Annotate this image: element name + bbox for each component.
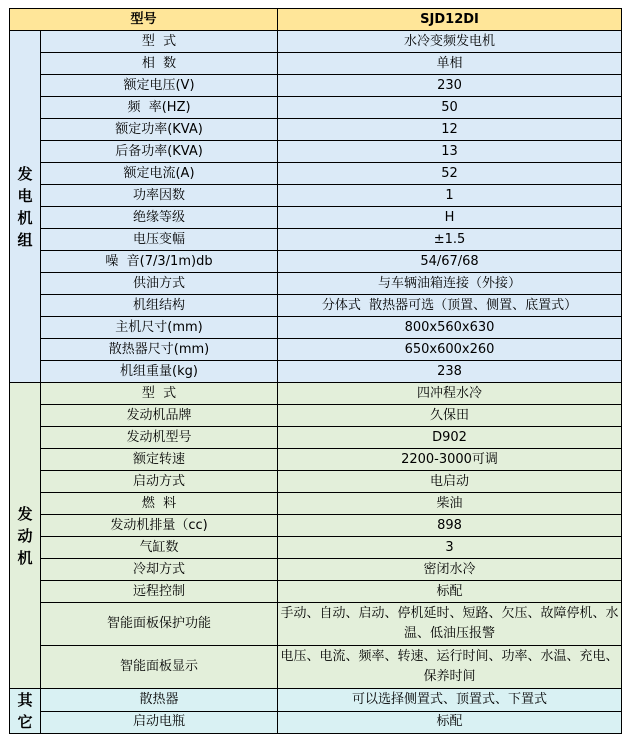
spec-value: 800x560x630 bbox=[278, 317, 622, 339]
spec-name: 机组重量(kg) bbox=[41, 361, 278, 383]
spec-value: ±1.5 bbox=[278, 229, 622, 251]
table-row bbox=[10, 141, 622, 163]
table-row bbox=[10, 185, 622, 207]
table-row bbox=[10, 339, 622, 361]
section-label: 发电机组 bbox=[10, 31, 41, 383]
table-row bbox=[10, 229, 622, 251]
table-row bbox=[10, 53, 622, 75]
spec-value: 分体式 散热器可选（顶置、侧置、底置式） bbox=[278, 295, 622, 317]
spec-value: 13 bbox=[278, 141, 622, 163]
spec-value: 手动、自动、启动、停机延时、短路、欠压、故障停机、水温、低油压报警 bbox=[278, 603, 622, 646]
table-row bbox=[10, 515, 622, 537]
spec-value: H bbox=[278, 207, 622, 229]
spec-name: 额定电压(V) bbox=[41, 75, 278, 97]
spec-name: 发动机排量（cc) bbox=[41, 515, 278, 537]
spec-table bbox=[9, 8, 622, 734]
table-row bbox=[10, 646, 622, 689]
table-row bbox=[10, 251, 622, 273]
spec-name: 散热器尺寸(mm) bbox=[41, 339, 278, 361]
section-label: 其它 bbox=[10, 689, 41, 734]
table-row bbox=[10, 207, 622, 229]
table-row bbox=[10, 689, 622, 712]
spec-value: 50 bbox=[278, 97, 622, 119]
table-row bbox=[10, 361, 622, 383]
spec-name: 功率因数 bbox=[41, 185, 278, 207]
spec-value: 3 bbox=[278, 537, 622, 559]
table-row bbox=[10, 537, 622, 559]
header-model-label: 型号 bbox=[10, 9, 278, 31]
spec-value: 650x600x260 bbox=[278, 339, 622, 361]
spec-value: 230 bbox=[278, 75, 622, 97]
spec-value: 52 bbox=[278, 163, 622, 185]
spec-name: 额定功率(KVA) bbox=[41, 119, 278, 141]
spec-name: 智能面板保护功能 bbox=[41, 603, 278, 646]
spec-value: 电启动 bbox=[278, 471, 622, 493]
spec-value: 238 bbox=[278, 361, 622, 383]
table-row bbox=[10, 581, 622, 603]
spec-value: 898 bbox=[278, 515, 622, 537]
table-row bbox=[10, 97, 622, 119]
spec-value: 四冲程水冷 bbox=[278, 383, 622, 405]
spec-name: 噪 音(7/3/1m)db bbox=[41, 251, 278, 273]
table-row bbox=[10, 559, 622, 581]
spec-name: 相 数 bbox=[41, 53, 278, 75]
spec-name: 型 式 bbox=[41, 383, 278, 405]
spec-name: 额定电流(A) bbox=[41, 163, 278, 185]
table-row bbox=[10, 603, 622, 646]
spec-name: 主机尺寸(mm) bbox=[41, 317, 278, 339]
header-model-value: SJD12DI bbox=[278, 9, 622, 31]
table-row bbox=[10, 711, 622, 734]
spec-name: 远程控制 bbox=[41, 581, 278, 603]
spec-value: D902 bbox=[278, 427, 622, 449]
spec-name: 冷却方式 bbox=[41, 559, 278, 581]
table-header-row bbox=[10, 9, 622, 31]
spec-value: 2200-3000可调 bbox=[278, 449, 622, 471]
spec-value: 标配 bbox=[278, 711, 622, 734]
table-row bbox=[10, 493, 622, 515]
spec-name: 供油方式 bbox=[41, 273, 278, 295]
spec-value: 标配 bbox=[278, 581, 622, 603]
table-row bbox=[10, 449, 622, 471]
table-row bbox=[10, 295, 622, 317]
table-row bbox=[10, 317, 622, 339]
spec-name: 智能面板显示 bbox=[41, 646, 278, 689]
spec-name: 散热器 bbox=[41, 689, 278, 712]
spec-value: 电压、电流、频率、转速、运行时间、功率、水温、充电、保养时间 bbox=[278, 646, 622, 689]
table-row bbox=[10, 31, 622, 53]
table-row bbox=[10, 75, 622, 97]
spec-value: 12 bbox=[278, 119, 622, 141]
section-label: 发动机 bbox=[10, 383, 41, 689]
spec-value: 柴油 bbox=[278, 493, 622, 515]
table-row bbox=[10, 427, 622, 449]
spec-value: 54/67/68 bbox=[278, 251, 622, 273]
spec-name: 启动电瓶 bbox=[41, 711, 278, 734]
spec-value: 久保田 bbox=[278, 405, 622, 427]
spec-value: 单相 bbox=[278, 53, 622, 75]
spec-name: 电压变幅 bbox=[41, 229, 278, 251]
spec-name: 机组结构 bbox=[41, 295, 278, 317]
spec-name: 后备功率(KVA) bbox=[41, 141, 278, 163]
spec-name: 气缸数 bbox=[41, 537, 278, 559]
spec-name: 型 式 bbox=[41, 31, 278, 53]
table-row bbox=[10, 163, 622, 185]
table-row bbox=[10, 405, 622, 427]
table-row bbox=[10, 471, 622, 493]
spec-name: 启动方式 bbox=[41, 471, 278, 493]
spec-name: 额定转速 bbox=[41, 449, 278, 471]
spec-value: 与车辆油箱连接（外接） bbox=[278, 273, 622, 295]
table-row bbox=[10, 273, 622, 295]
spec-name: 发动机品牌 bbox=[41, 405, 278, 427]
spec-value: 水冷变频发电机 bbox=[278, 31, 622, 53]
spec-name: 燃 料 bbox=[41, 493, 278, 515]
spec-value: 可以选择侧置式、顶置式、下置式 bbox=[278, 689, 622, 712]
spec-name: 发动机型号 bbox=[41, 427, 278, 449]
spec-value: 1 bbox=[278, 185, 622, 207]
spec-name: 频 率(HZ) bbox=[41, 97, 278, 119]
spec-value: 密闭水冷 bbox=[278, 559, 622, 581]
spec-name: 绝缘等级 bbox=[41, 207, 278, 229]
table-row bbox=[10, 119, 622, 141]
table-row bbox=[10, 383, 622, 405]
